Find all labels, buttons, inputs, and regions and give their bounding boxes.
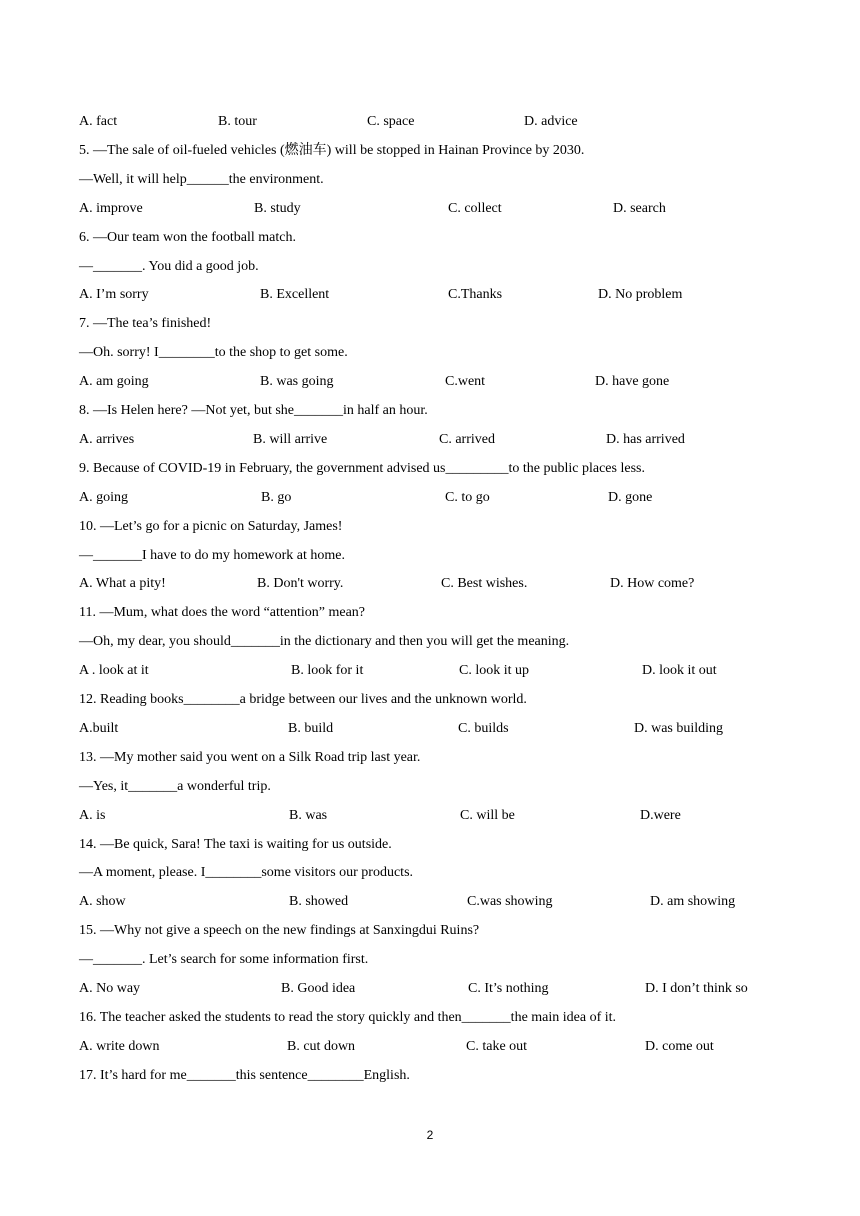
option-b: B. cut down <box>287 1038 356 1054</box>
option-c: C. look it up <box>459 663 530 679</box>
option-d: D. have gone <box>595 374 670 390</box>
option-b: B. was <box>289 807 328 823</box>
option-d: D. gone <box>608 489 653 505</box>
question-line: —_______I have to do my homework at home. <box>79 547 345 563</box>
option-a: A. arrives <box>79 431 135 447</box>
question-line: 15. —Why not give a speech on the new findings at Sanxingdui Ruins? <box>79 923 480 939</box>
option-c: C. arrived <box>439 431 495 447</box>
option-a: A. improve <box>79 200 143 216</box>
option-d: D. advice <box>524 114 578 129</box>
option-b: B. Good idea <box>281 981 356 996</box>
question-line: 5. —The sale of oil-fueled vehicles (燃油车) will be stopped in Hainan Province by 2030. <box>79 142 585 158</box>
question-line: —_______. You did a good job. <box>79 258 259 274</box>
option-c: C. to go <box>445 489 490 505</box>
question-line: 12. Reading books________a bridge between our lives and the unknown world. <box>79 692 527 707</box>
option-a: A. No way <box>79 981 141 996</box>
option-d: D.were <box>640 807 681 823</box>
option-d: D. How come? <box>610 576 695 592</box>
option-a: A. I’m sorry <box>79 287 149 303</box>
question-line: —_______. Let’s search for some information first. <box>79 952 369 968</box>
option-d: D. was building <box>634 720 724 736</box>
option-a: A. show <box>79 894 126 910</box>
option-b: B. build <box>288 720 334 736</box>
question-line: 16. The teacher asked the students to read the story quickly and then_______the main idea of it. <box>79 1009 617 1025</box>
option-d: D. search <box>613 200 666 216</box>
question-line: —A moment, please. I________some visitors our products. <box>79 865 414 881</box>
question-line: 9. Because of COVID-19 in February, the government advised us_________to the public places less. <box>79 460 645 476</box>
option-a: A. What a pity! <box>79 576 166 592</box>
option-d: D. look it out <box>642 663 717 679</box>
question-line: —Yes, it_______a wonderful trip. <box>79 778 271 794</box>
option-a: A. going <box>79 489 128 505</box>
option-b: B. look for it <box>291 663 364 679</box>
option-a: A. fact <box>79 114 118 129</box>
option-b: B. Excellent <box>260 287 330 303</box>
option-c: C.went <box>445 374 486 390</box>
option-d: D. has arrived <box>606 431 685 447</box>
option-c: C. builds <box>458 720 509 736</box>
option-c: C. will be <box>460 807 515 823</box>
option-b: B. showed <box>289 894 349 910</box>
question-line: 17. It’s hard for me_______this sentence________English. <box>79 1067 410 1083</box>
question-line: 11. —Mum, what does the word “attention” mean? <box>79 605 366 621</box>
question-line: 10. —Let’s go for a picnic on Saturday, James! <box>79 518 343 534</box>
option-b: B. study <box>254 200 301 216</box>
option-a: A.built <box>79 720 119 736</box>
question-line: 7. —The tea’s finished! <box>79 316 212 332</box>
question-line: —Oh, my dear, you should_______in the dictionary and then you will get the meaning. <box>79 634 570 650</box>
option-b: B. Don't worry. <box>257 576 344 592</box>
question-line: 6. —Our team won the football match. <box>79 229 296 245</box>
option-a: A . look at it <box>79 663 149 679</box>
question-line: —Oh. sorry! I________to the shop to get some. <box>79 345 348 361</box>
option-a: A. write down <box>79 1038 160 1054</box>
option-b: B. go <box>261 489 292 505</box>
option-d: D. I don’t think so <box>645 981 748 996</box>
option-d: D. No problem <box>598 287 683 303</box>
option-c: C. space <box>367 114 415 129</box>
option-a: A. is <box>79 807 106 823</box>
option-b: B. tour <box>218 114 257 129</box>
option-c: C.was showing <box>467 894 553 910</box>
question-line: —Well, it will help______the environment. <box>79 171 324 187</box>
option-a: A. am going <box>79 374 149 390</box>
option-c: C. collect <box>448 200 502 216</box>
option-c: C. It’s nothing <box>468 981 549 996</box>
option-d: D. come out <box>645 1038 714 1054</box>
option-b: B. was going <box>260 374 334 390</box>
option-d: D. am showing <box>650 894 736 910</box>
option-b: B. will arrive <box>253 431 328 447</box>
question-line: 14. —Be quick, Sara! The taxi is waiting for us outside. <box>79 836 392 852</box>
option-c: C. take out <box>466 1038 528 1054</box>
option-c: C. Best wishes. <box>441 576 528 592</box>
question-line: 13. —My mother said you went on a Silk Road trip last year. <box>79 749 421 765</box>
question-line: 8. —Is Helen here? —Not yet, but she_______in half an hour. <box>79 403 428 418</box>
option-c: C.Thanks <box>448 287 503 303</box>
page-number: 2 <box>426 1128 434 1142</box>
